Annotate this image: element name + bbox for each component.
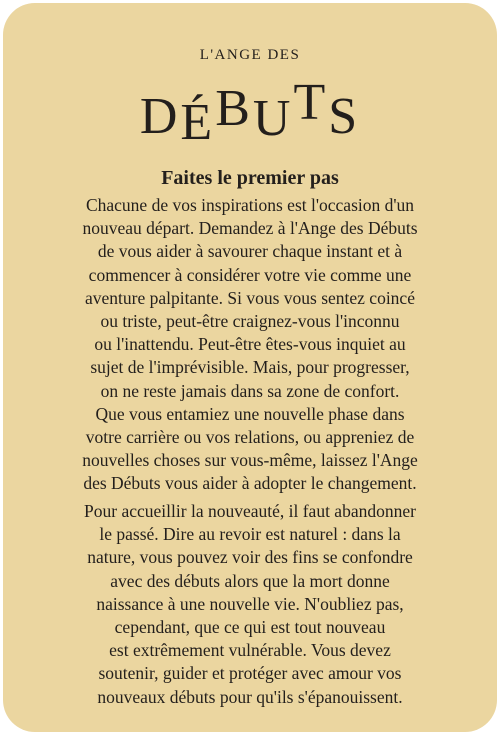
text-line: ou triste, peut-être craignez-vous l'inconnu xyxy=(100,311,400,332)
card-heading: Faites le premier pas xyxy=(161,167,339,189)
title-letter: D xyxy=(139,88,181,145)
body-paragraph-1 xyxy=(23,194,477,496)
text-line: naissance à une nouvelle vie. N'oubliez pas, xyxy=(96,593,404,614)
title-letter: T xyxy=(293,74,329,131)
text-line: votre carrière ou vos relations, ou appreniez de xyxy=(85,427,415,448)
card-title xyxy=(3,73,497,153)
text-line: cependant, que ce qui est tout nouveau xyxy=(114,617,386,638)
card-subtitle: L'ANGE DES xyxy=(199,47,301,63)
text-line: nature, vous pouvez voir des fins se confondre xyxy=(87,547,413,568)
text-line: Que vous entamiez une nouvelle phase dans xyxy=(95,403,405,424)
text-line: nouvelles choses sur vous-même, laissez l'Ange xyxy=(82,450,418,471)
text-line: nouveau départ. Demandez à l'Ange des Débuts xyxy=(82,218,418,239)
body-paragraph-2 xyxy=(23,500,477,709)
text-line: de vous aider à savourer chaque instant et à xyxy=(97,241,403,262)
text-line: des Débuts vous aider à adopter le changement. xyxy=(83,473,417,494)
title-letter: É xyxy=(180,94,216,151)
text-line: Chacune de vos inspirations est l'occasion d'un xyxy=(85,195,415,215)
text-line: commencer à considérer votre vie comme une xyxy=(88,264,412,285)
text-line: on ne reste jamais dans sa zone de confort. xyxy=(100,380,400,401)
text-line: soutenir, guider et protéger avec amour vos xyxy=(98,663,402,684)
oracle-card xyxy=(3,3,497,732)
text-line: ou l'inattendu. Peut-être êtes-vous inquiet au xyxy=(94,334,406,355)
text-line: nouveaux débuts pour qu'ils s'épanouissent. xyxy=(97,686,403,707)
title-letter: B xyxy=(215,80,253,137)
text-line: avec des débuts alors que la mort donne xyxy=(110,570,390,591)
text-line: est extrêmement vulnérable. Vous devez xyxy=(109,640,391,661)
text-line: le passé. Dire au revoir est naturel : dans la xyxy=(99,524,401,545)
title-letter: U xyxy=(252,90,294,147)
text-line: Pour accueillir la nouveauté, il faut abandonner xyxy=(84,501,416,521)
text-line: aventure palpitante. Si vous vous sentez coincé xyxy=(85,287,415,308)
text-line: sujet de l'imprévisible. Mais, pour progresser, xyxy=(90,357,410,378)
title-letter: S xyxy=(328,88,361,145)
